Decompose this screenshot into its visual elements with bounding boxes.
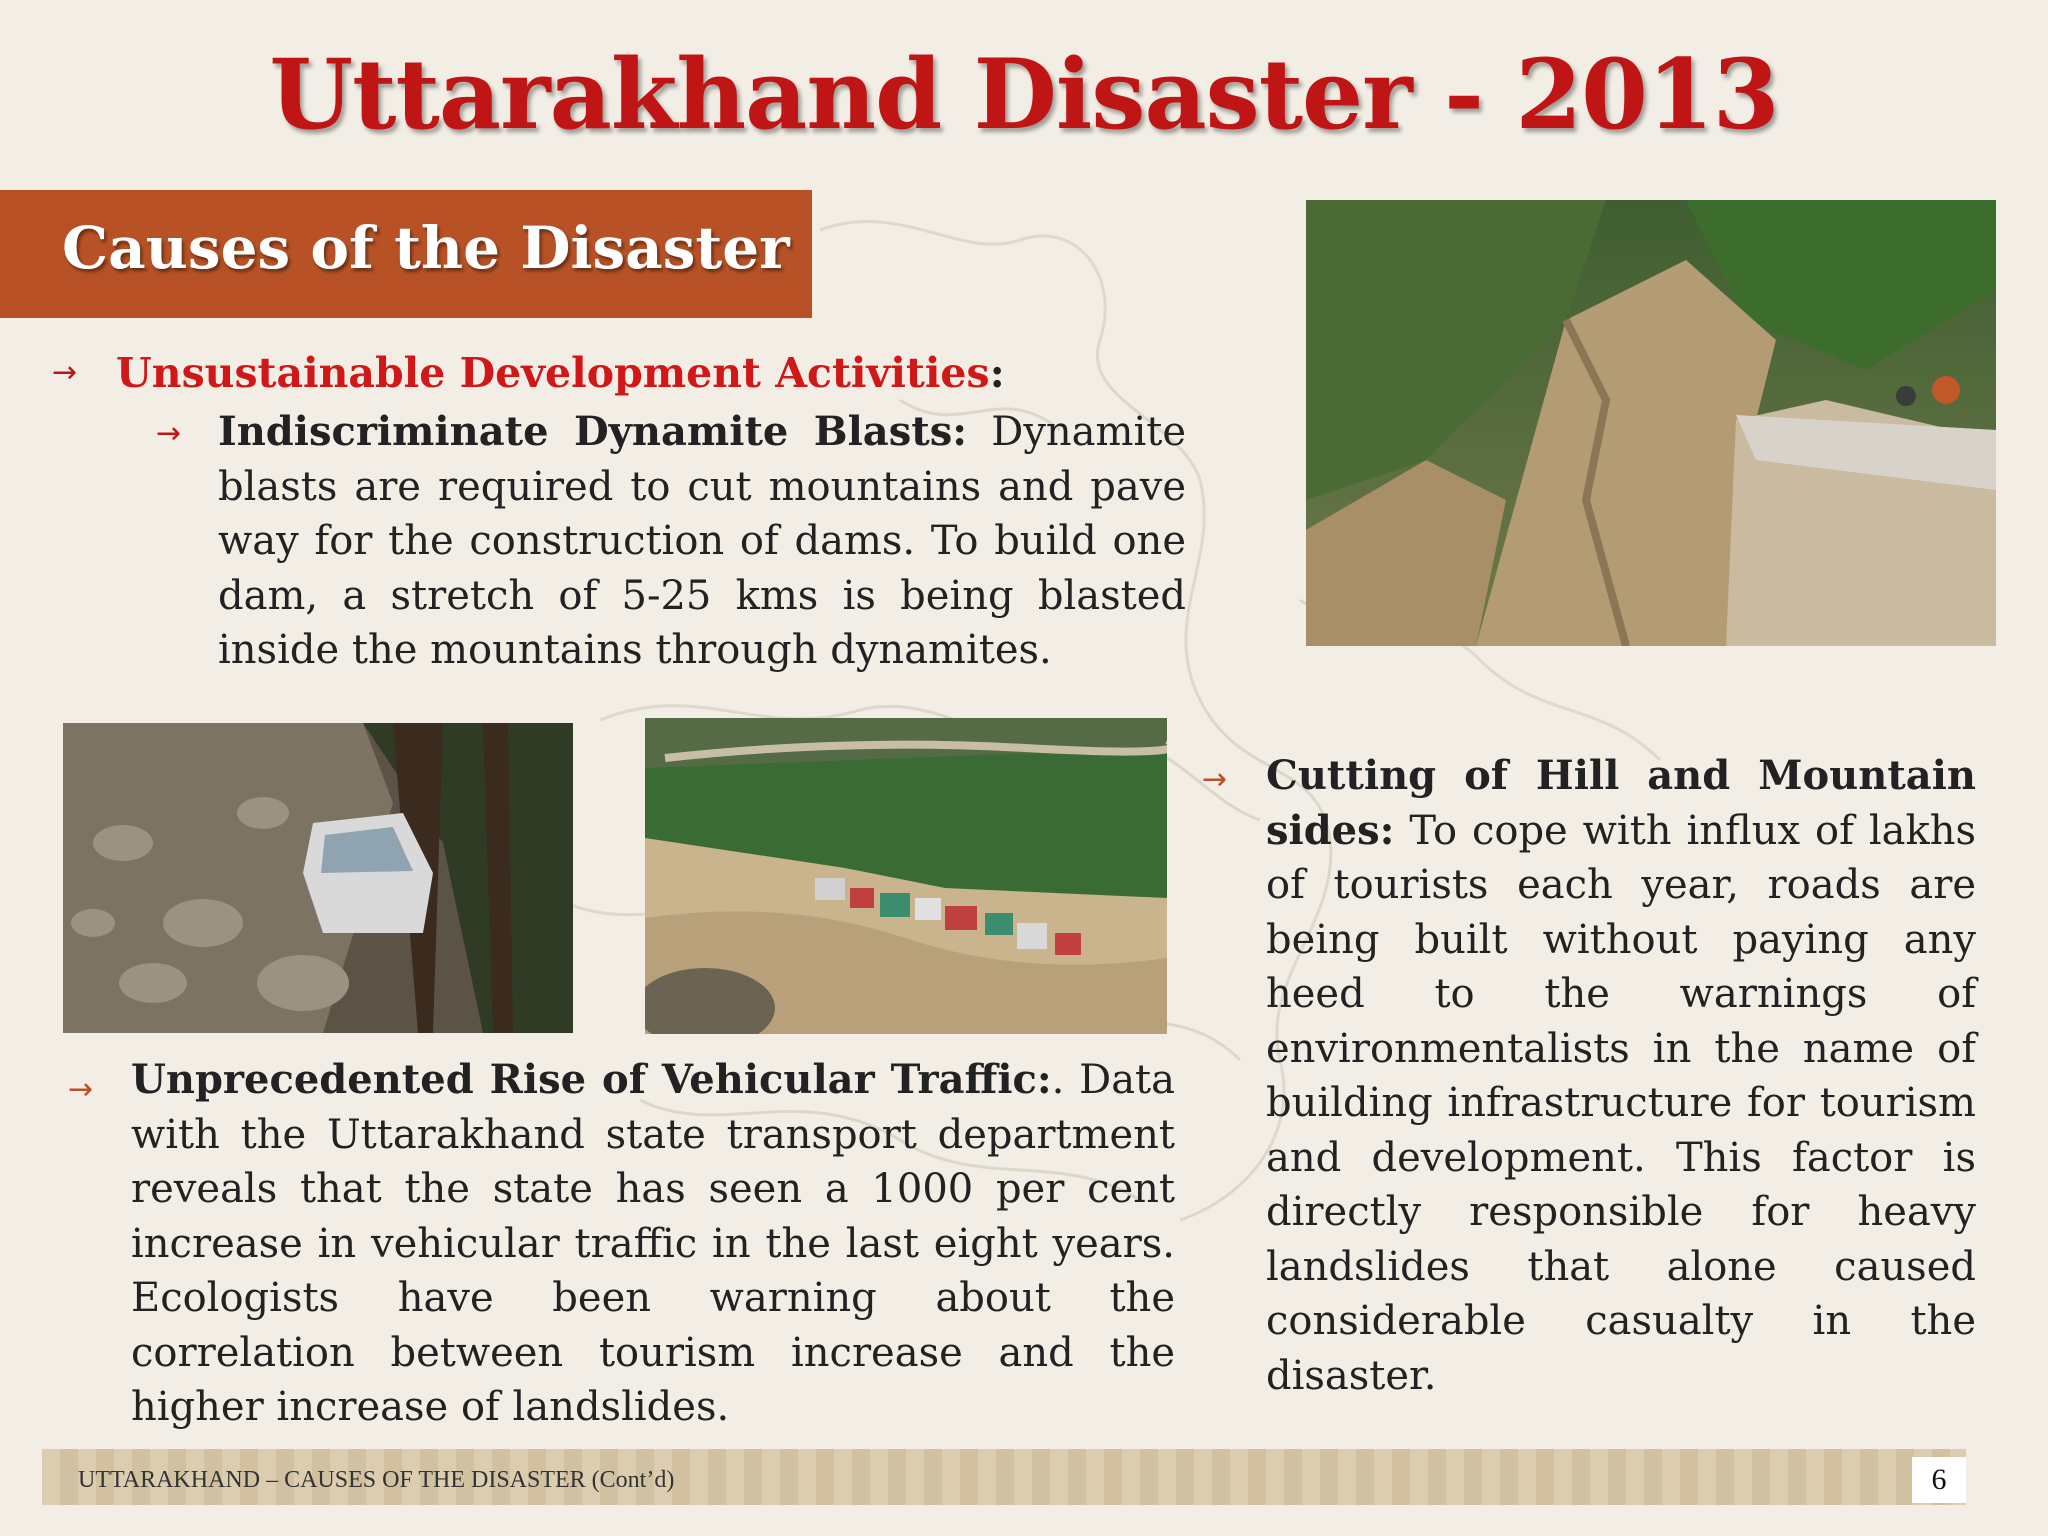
development-heading-text: Unsustainable Development Activities: [116, 349, 990, 397]
cutting-text: To cope with influx of lakhs of tourists each year, roads are being built without paying any heed to the warnings of environmentalists in the name of building infrastructure for tourism and development. This factor is directly responsible for heavy landslides that alone caused considerable casualty in the disaster.: [1266, 807, 1976, 1399]
bullet-arrow-icon: →: [156, 416, 182, 451]
section-heading: Causes of the Disaster: [62, 214, 790, 282]
development-heading: [116, 346, 1016, 401]
cutting-heading: Cutting of Hill and Mountain sides:: [1266, 752, 1976, 854]
dynamite-heading: Indiscriminate Dynamite Blasts:: [218, 408, 968, 455]
bullet-arrow-icon: →: [68, 1072, 94, 1107]
development-heading-colon: :: [989, 349, 1005, 397]
flooded-town-photo: [645, 718, 1167, 1034]
section-heading-bar: [0, 190, 812, 318]
dynamite-paragraph: [218, 405, 1186, 678]
traffic-paragraph: [131, 1053, 1175, 1435]
page-number: 6: [1912, 1457, 1966, 1503]
cutting-paragraph: [1266, 749, 1976, 1403]
dynamite-text: Dynamite blasts are required to cut mountains and pave way for the construction of dams. To build one dam, a stretch of 5-25 kms is being blasted inside the mountains through dynamites.: [218, 409, 1186, 673]
footer-bar: [42, 1449, 1966, 1505]
traffic-heading: Unprecedented Rise of Vehicular Traffic:: [131, 1056, 1052, 1103]
bullet-arrow-icon: →: [52, 355, 78, 390]
car-in-rubble-photo: [63, 723, 573, 1033]
footer-label: UTTARAKHAND – CAUSES OF THE DISASTER (Cont’d): [78, 1467, 675, 1493]
slide-title: Uttarakhand Disaster - 2013: [269, 38, 1779, 151]
traffic-text: . Data with the Uttarakhand state transport department reveals that the state has seen a 1000 per cent increase in vehicular traffic in the last eight years. Ecologists have been warning about the correlation between tourism increase and the higher increase of landslides.: [131, 1057, 1175, 1430]
bullet-arrow-icon: →: [1202, 762, 1228, 797]
road-collapse-photo: [1306, 200, 1996, 646]
